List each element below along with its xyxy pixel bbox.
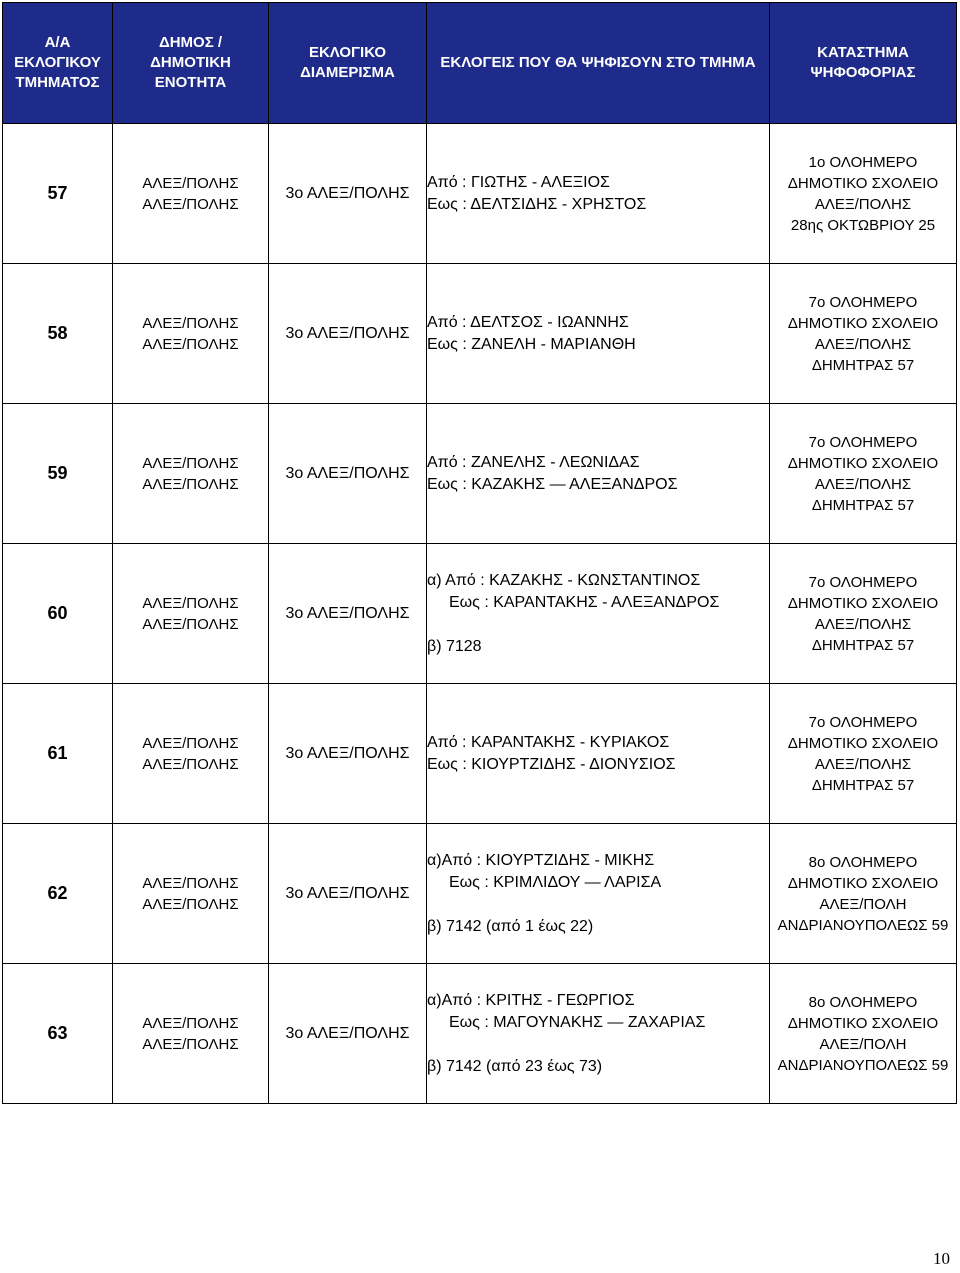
cell-text: ΑΛΕΞ/ΠΟΛΗΣ xyxy=(142,594,239,612)
cell-text: β) 7142 (από 23 έως 73) xyxy=(427,1057,603,1075)
section-number: 60 xyxy=(3,544,113,684)
cell-text: α)Από : ΚΡΙΤΗΣ - ΓΕΩΡΓΙΟΣ xyxy=(427,991,635,1009)
cell-text: ΑΛΕΞ/ΠΟΛΗ xyxy=(819,1035,907,1053)
cell-text: ΑΛΕΞ/ΠΟΛΗ xyxy=(819,895,907,913)
spacer xyxy=(427,614,769,636)
table-row xyxy=(3,544,957,684)
cell-text: ΔΗΜΟΤΙΚΟ ΣΧΟΛΕΙΟ xyxy=(787,314,939,332)
section-number: 57 xyxy=(3,124,113,264)
cell-text: ΔΗΜΗΤΡΑΣ 57 xyxy=(811,776,915,794)
cell-text: Εως : ΔΕΛΤΣΙΔΗΣ - ΧΡΗΣΤΟΣ xyxy=(427,195,647,213)
table-row xyxy=(3,124,957,264)
cell-text: Εως : ΜΑΓΟΥΝΑΚΗΣ — ΖΑΧΑΡΙΑΣ xyxy=(449,1013,706,1031)
cell-text: 1ο ΟΛΟΗΜΕΡΟ xyxy=(808,153,918,171)
municipality xyxy=(113,124,269,264)
cell-text: ΑΛΕΞ/ΠΟΛΗΣ xyxy=(814,335,912,353)
cell-text: α)Από : ΚΙΟΥΡΤΖΙΔΗΣ - ΜΙΚΗΣ xyxy=(427,851,655,869)
header-text: ΕΚΛΟΓΙΚΟΥ xyxy=(14,54,101,71)
electoral-district: 3ο ΑΛΕΞ/ΠΟΛΗΣ xyxy=(269,124,427,264)
table-row xyxy=(3,264,957,404)
polling-station xyxy=(770,124,957,264)
electoral-district: 3ο ΑΛΕΞ/ΠΟΛΗΣ xyxy=(269,824,427,964)
cell-text: ΑΛΕΞ/ΠΟΛΗΣ xyxy=(814,475,912,493)
header-section-number xyxy=(3,3,113,124)
header-text: ΕΝΟΤΗΤΑ xyxy=(154,74,227,91)
voters-range xyxy=(427,544,770,684)
cell-text: ΑΛΕΞ/ΠΟΛΗΣ xyxy=(142,174,239,192)
cell-text: ΔΗΜΗΤΡΑΣ 57 xyxy=(811,636,915,654)
cell-text: ΔΗΜΟΤΙΚΟ ΣΧΟΛΕΙΟ xyxy=(787,734,939,752)
header-text: ΨΗΦΟΦΟΡΙΑΣ xyxy=(810,64,916,81)
header-text: ΔΙΑΜΕΡΙΣΜΑ xyxy=(300,64,395,81)
cell-text: ΔΗΜΗΤΡΑΣ 57 xyxy=(811,356,915,374)
section-number: 63 xyxy=(3,964,113,1104)
section-number: 61 xyxy=(3,684,113,824)
cell-text: 8ο ΟΛΟΗΜΕΡΟ xyxy=(808,853,918,871)
municipality xyxy=(113,964,269,1104)
header-text: Α/Α xyxy=(44,34,71,51)
cell-text: ΔΗΜΟΤΙΚΟ ΣΧΟΛΕΙΟ xyxy=(787,174,939,192)
cell-text: Από : ΖΑΝΕΛΗΣ - ΛΕΩΝΙΔΑΣ xyxy=(427,453,640,471)
polling-station xyxy=(770,964,957,1104)
cell-text: 28ης ΟΚΤΩΒΡΙΟΥ 25 xyxy=(790,216,936,234)
cell-text: 7ο ΟΛΟΗΜΕΡΟ xyxy=(808,713,918,731)
cell-text: Εως : ΚΑΡΑΝΤΑΚΗΣ - ΑΛΕΞΑΝΔΡΟΣ xyxy=(449,593,720,611)
cell-text: Εως : ΚΙΟΥΡΤΖΙΔΗΣ - ΔΙΟΝΥΣΙΟΣ xyxy=(427,755,676,773)
cell-text: ΑΝΔΡΙΑΝΟΥΠΟΛΕΩΣ 59 xyxy=(777,916,949,934)
polling-station xyxy=(770,264,957,404)
cell-text: 7ο ΟΛΟΗΜΕΡΟ xyxy=(808,293,918,311)
cell-text: ΑΛΕΞ/ΠΟΛΗΣ xyxy=(814,615,912,633)
cell-text: ΑΛΕΞ/ΠΟΛΗΣ xyxy=(142,475,239,493)
voters-range xyxy=(427,124,770,264)
cell-text: Εως : ΚΑΖΑΚΗΣ — ΑΛΕΞΑΝΔΡΟΣ xyxy=(427,475,678,493)
cell-text: ΔΗΜΟΤΙΚΟ ΣΧΟΛΕΙΟ xyxy=(787,594,939,612)
municipality xyxy=(113,404,269,544)
header-text: ΕΚΛΟΓΕΙΣ ΠΟΥ ΘΑ ΨΗΦΙΣΟΥΝ ΣΤΟ ΤΜΗΜΑ xyxy=(440,54,756,71)
municipality xyxy=(113,264,269,404)
voters-range xyxy=(427,404,770,544)
electoral-district: 3ο ΑΛΕΞ/ΠΟΛΗΣ xyxy=(269,264,427,404)
electoral-district: 3ο ΑΛΕΞ/ΠΟΛΗΣ xyxy=(269,544,427,684)
cell-text: ΑΛΕΞ/ΠΟΛΗΣ xyxy=(142,874,239,892)
polling-stations-table xyxy=(2,2,957,1104)
table-row xyxy=(3,824,957,964)
polling-station xyxy=(770,684,957,824)
cell-text: ΑΛΕΞ/ΠΟΛΗΣ xyxy=(814,195,912,213)
header-electoral-district xyxy=(269,3,427,124)
voters-range xyxy=(427,684,770,824)
header-text: ΤΜΗΜΑΤΟΣ xyxy=(15,74,100,91)
voters-range xyxy=(427,964,770,1104)
cell-text: Από : ΚΑΡΑΝΤΑΚΗΣ - ΚΥΡΙΑΚΟΣ xyxy=(427,733,670,751)
municipality xyxy=(113,684,269,824)
cell-text: ΑΛΕΞ/ΠΟΛΗΣ xyxy=(142,195,239,213)
cell-text: ΔΗΜΟΤΙΚΟ ΣΧΟΛΕΙΟ xyxy=(787,1014,939,1032)
electoral-district: 3ο ΑΛΕΞ/ΠΟΛΗΣ xyxy=(269,684,427,824)
cell-text: 7ο ΟΛΟΗΜΕΡΟ xyxy=(808,573,918,591)
cell-text: ΑΛΕΞ/ΠΟΛΗΣ xyxy=(142,755,239,773)
header-municipality xyxy=(113,3,269,124)
cell-text: β) 7142 (από 1 έως 22) xyxy=(427,917,594,935)
cell-text: Εως : ΖΑΝΕΛΗ - ΜΑΡΙΑΝΘΗ xyxy=(427,335,636,353)
electoral-district: 3ο ΑΛΕΞ/ΠΟΛΗΣ xyxy=(269,964,427,1104)
municipality xyxy=(113,544,269,684)
cell-text: α) Από : ΚΑΖΑΚΗΣ - ΚΩΝΣΤΑΝΤΙΝΟΣ xyxy=(427,571,701,589)
cell-text: ΑΛΕΞ/ΠΟΛΗΣ xyxy=(142,314,239,332)
table-header-row xyxy=(3,3,957,124)
spacer xyxy=(427,894,769,916)
cell-text: ΔΗΜΟΤΙΚΟ ΣΧΟΛΕΙΟ xyxy=(787,454,939,472)
section-number: 59 xyxy=(3,404,113,544)
spacer xyxy=(427,1034,769,1056)
cell-text: Από : ΓΙΩΤΗΣ - ΑΛΕΞΙΟΣ xyxy=(427,173,610,191)
cell-text: ΑΛΕΞ/ΠΟΛΗΣ xyxy=(142,1014,239,1032)
header-text: ΔΗΜΟΤΙΚΗ xyxy=(150,54,231,71)
section-number: 62 xyxy=(3,824,113,964)
page-number: 10 xyxy=(933,1249,950,1268)
cell-text: 8ο ΟΛΟΗΜΕΡΟ xyxy=(808,993,918,1011)
table-row xyxy=(3,684,957,824)
polling-station xyxy=(770,404,957,544)
cell-text: ΑΛΕΞ/ΠΟΛΗΣ xyxy=(814,755,912,773)
cell-text: ΔΗΜΗΤΡΑΣ 57 xyxy=(811,496,915,514)
header-polling-station xyxy=(770,3,957,124)
table-row xyxy=(3,404,957,544)
cell-text: Από : ΔΕΛΤΣΟΣ - ΙΩΑΝΝΗΣ xyxy=(427,313,629,331)
municipality xyxy=(113,824,269,964)
cell-text: ΑΛΕΞ/ΠΟΛΗΣ xyxy=(142,1035,239,1053)
header-text: ΕΚΛΟΓΙΚΟ xyxy=(308,44,387,61)
header-text: ΔΗΜΟΣ / xyxy=(158,34,223,51)
electoral-district: 3ο ΑΛΕΞ/ΠΟΛΗΣ xyxy=(269,404,427,544)
cell-text: ΑΛΕΞ/ΠΟΛΗΣ xyxy=(142,335,239,353)
voters-range xyxy=(427,264,770,404)
cell-text: ΔΗΜΟΤΙΚΟ ΣΧΟΛΕΙΟ xyxy=(787,874,939,892)
cell-text: ΑΛΕΞ/ΠΟΛΗΣ xyxy=(142,615,239,633)
cell-text: β) 7128 xyxy=(427,637,482,655)
polling-station xyxy=(770,544,957,684)
cell-text: Εως : ΚΡΙΜΛΙΔΟΥ — ΛΑΡΙΣΑ xyxy=(449,873,662,891)
cell-text: ΑΛΕΞ/ΠΟΛΗΣ xyxy=(142,734,239,752)
voters-range xyxy=(427,824,770,964)
cell-text: ΑΝΔΡΙΑΝΟΥΠΟΛΕΩΣ 59 xyxy=(777,1056,949,1074)
polling-station xyxy=(770,824,957,964)
cell-text: ΑΛΕΞ/ΠΟΛΗΣ xyxy=(142,454,239,472)
header-text: ΚΑΤΑΣΤΗΜΑ xyxy=(817,44,909,61)
table-body xyxy=(3,124,957,1104)
cell-text: 7ο ΟΛΟΗΜΕΡΟ xyxy=(808,433,918,451)
table-row xyxy=(3,964,957,1104)
section-number: 58 xyxy=(3,264,113,404)
cell-text: ΑΛΕΞ/ΠΟΛΗΣ xyxy=(142,895,239,913)
header-voters xyxy=(427,3,770,124)
